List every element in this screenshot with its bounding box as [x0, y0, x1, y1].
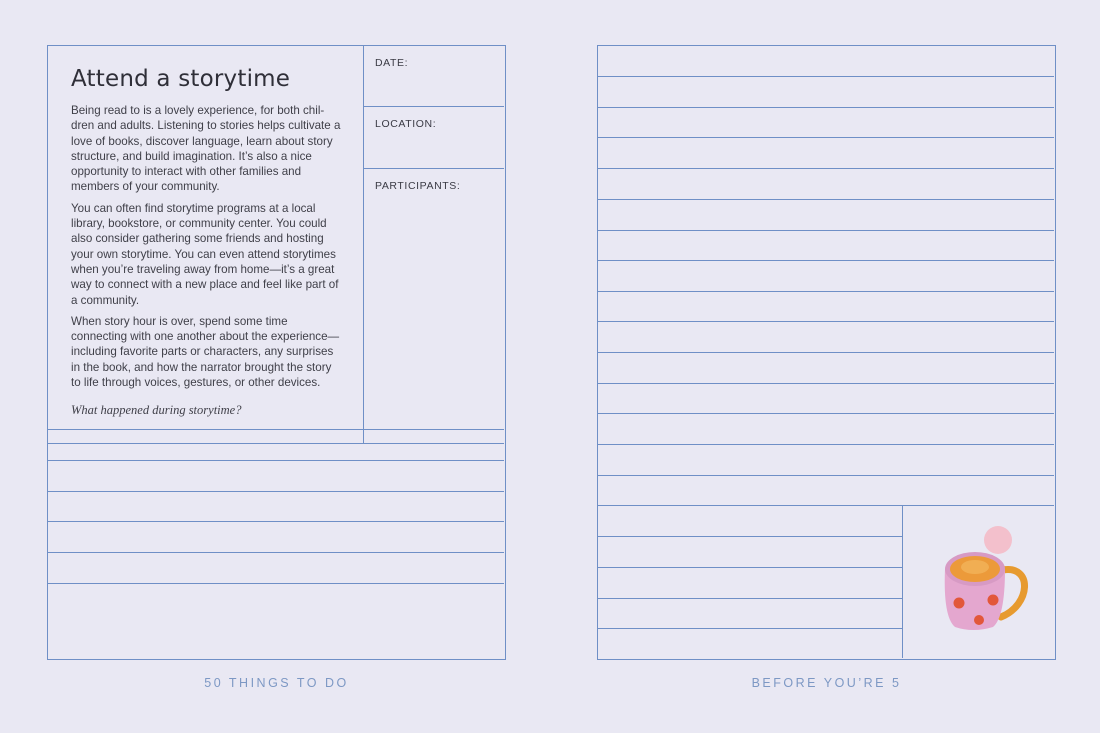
- location-label: LOCATION:: [375, 118, 437, 130]
- participants-field[interactable]: [363, 169, 504, 444]
- location-field[interactable]: [363, 107, 504, 169]
- writing-line: [48, 552, 504, 553]
- writing-line: [48, 429, 504, 430]
- paragraph-where: You can often find storytime programs at a local library, bookstore, or community center. You could also consider gathering some friends and hosting your own storytime. You can even attend storytimes when you’re traveling away from home—it’s a great way to connect with a new place and feel like part of a community.: [71, 201, 339, 307]
- writing-line: [598, 321, 1054, 322]
- writing-line: [598, 107, 1054, 108]
- participants-label: PARTICIPANTS:: [375, 180, 461, 192]
- paragraph-after: When story hour is over, spend some time connecting with one another about the experience—including favorite parts or characters, any surprises in the book, and how the narrator brought the story to life through voices, gestures, or other devices.: [71, 314, 340, 390]
- writing-line: [598, 291, 1054, 292]
- writing-line: [598, 628, 902, 629]
- writing-line: [48, 583, 504, 584]
- meta-column: [363, 46, 504, 444]
- writing-line: [598, 168, 1054, 169]
- page-title: Attend a storytime: [71, 66, 291, 92]
- left-journal-page: [47, 45, 506, 660]
- writing-line: [598, 260, 1054, 261]
- writing-line: [598, 475, 1054, 476]
- footer-right-series: BEFORE YOU’RE 5: [751, 676, 902, 690]
- writing-line: [598, 598, 902, 599]
- journal-prompt: What happened during storytime?: [71, 403, 242, 418]
- activity-text-block: [48, 46, 364, 444]
- writing-line: [48, 460, 504, 461]
- writing-line: [598, 536, 902, 537]
- writing-line: [598, 230, 1054, 231]
- writing-line: [598, 352, 1054, 353]
- writing-line: [48, 521, 504, 522]
- writing-line: [598, 137, 1054, 138]
- writing-line: [598, 76, 1054, 77]
- date-label: DATE:: [375, 57, 409, 69]
- writing-line: [598, 444, 1054, 445]
- writing-line: [598, 383, 1054, 384]
- writing-line: [598, 413, 1054, 414]
- footer-left-series: 50 THINGS TO DO: [204, 676, 349, 690]
- paragraph-intro: Being read to is a lovely experience, for both chil-dren and adults. Listening to stories helps cultivate a love of books, discover language, learn about story structure, and build imagination. It’s also a nice opportunity to interact with other families and members of your community.: [71, 104, 341, 194]
- writing-line: [598, 199, 1054, 200]
- illustration-box: [902, 505, 1054, 658]
- writing-line: [598, 567, 902, 568]
- right-journal-page: [597, 45, 1056, 660]
- mug-illustration: [903, 505, 1053, 655]
- date-field[interactable]: [363, 46, 504, 107]
- writing-line: [48, 491, 504, 492]
